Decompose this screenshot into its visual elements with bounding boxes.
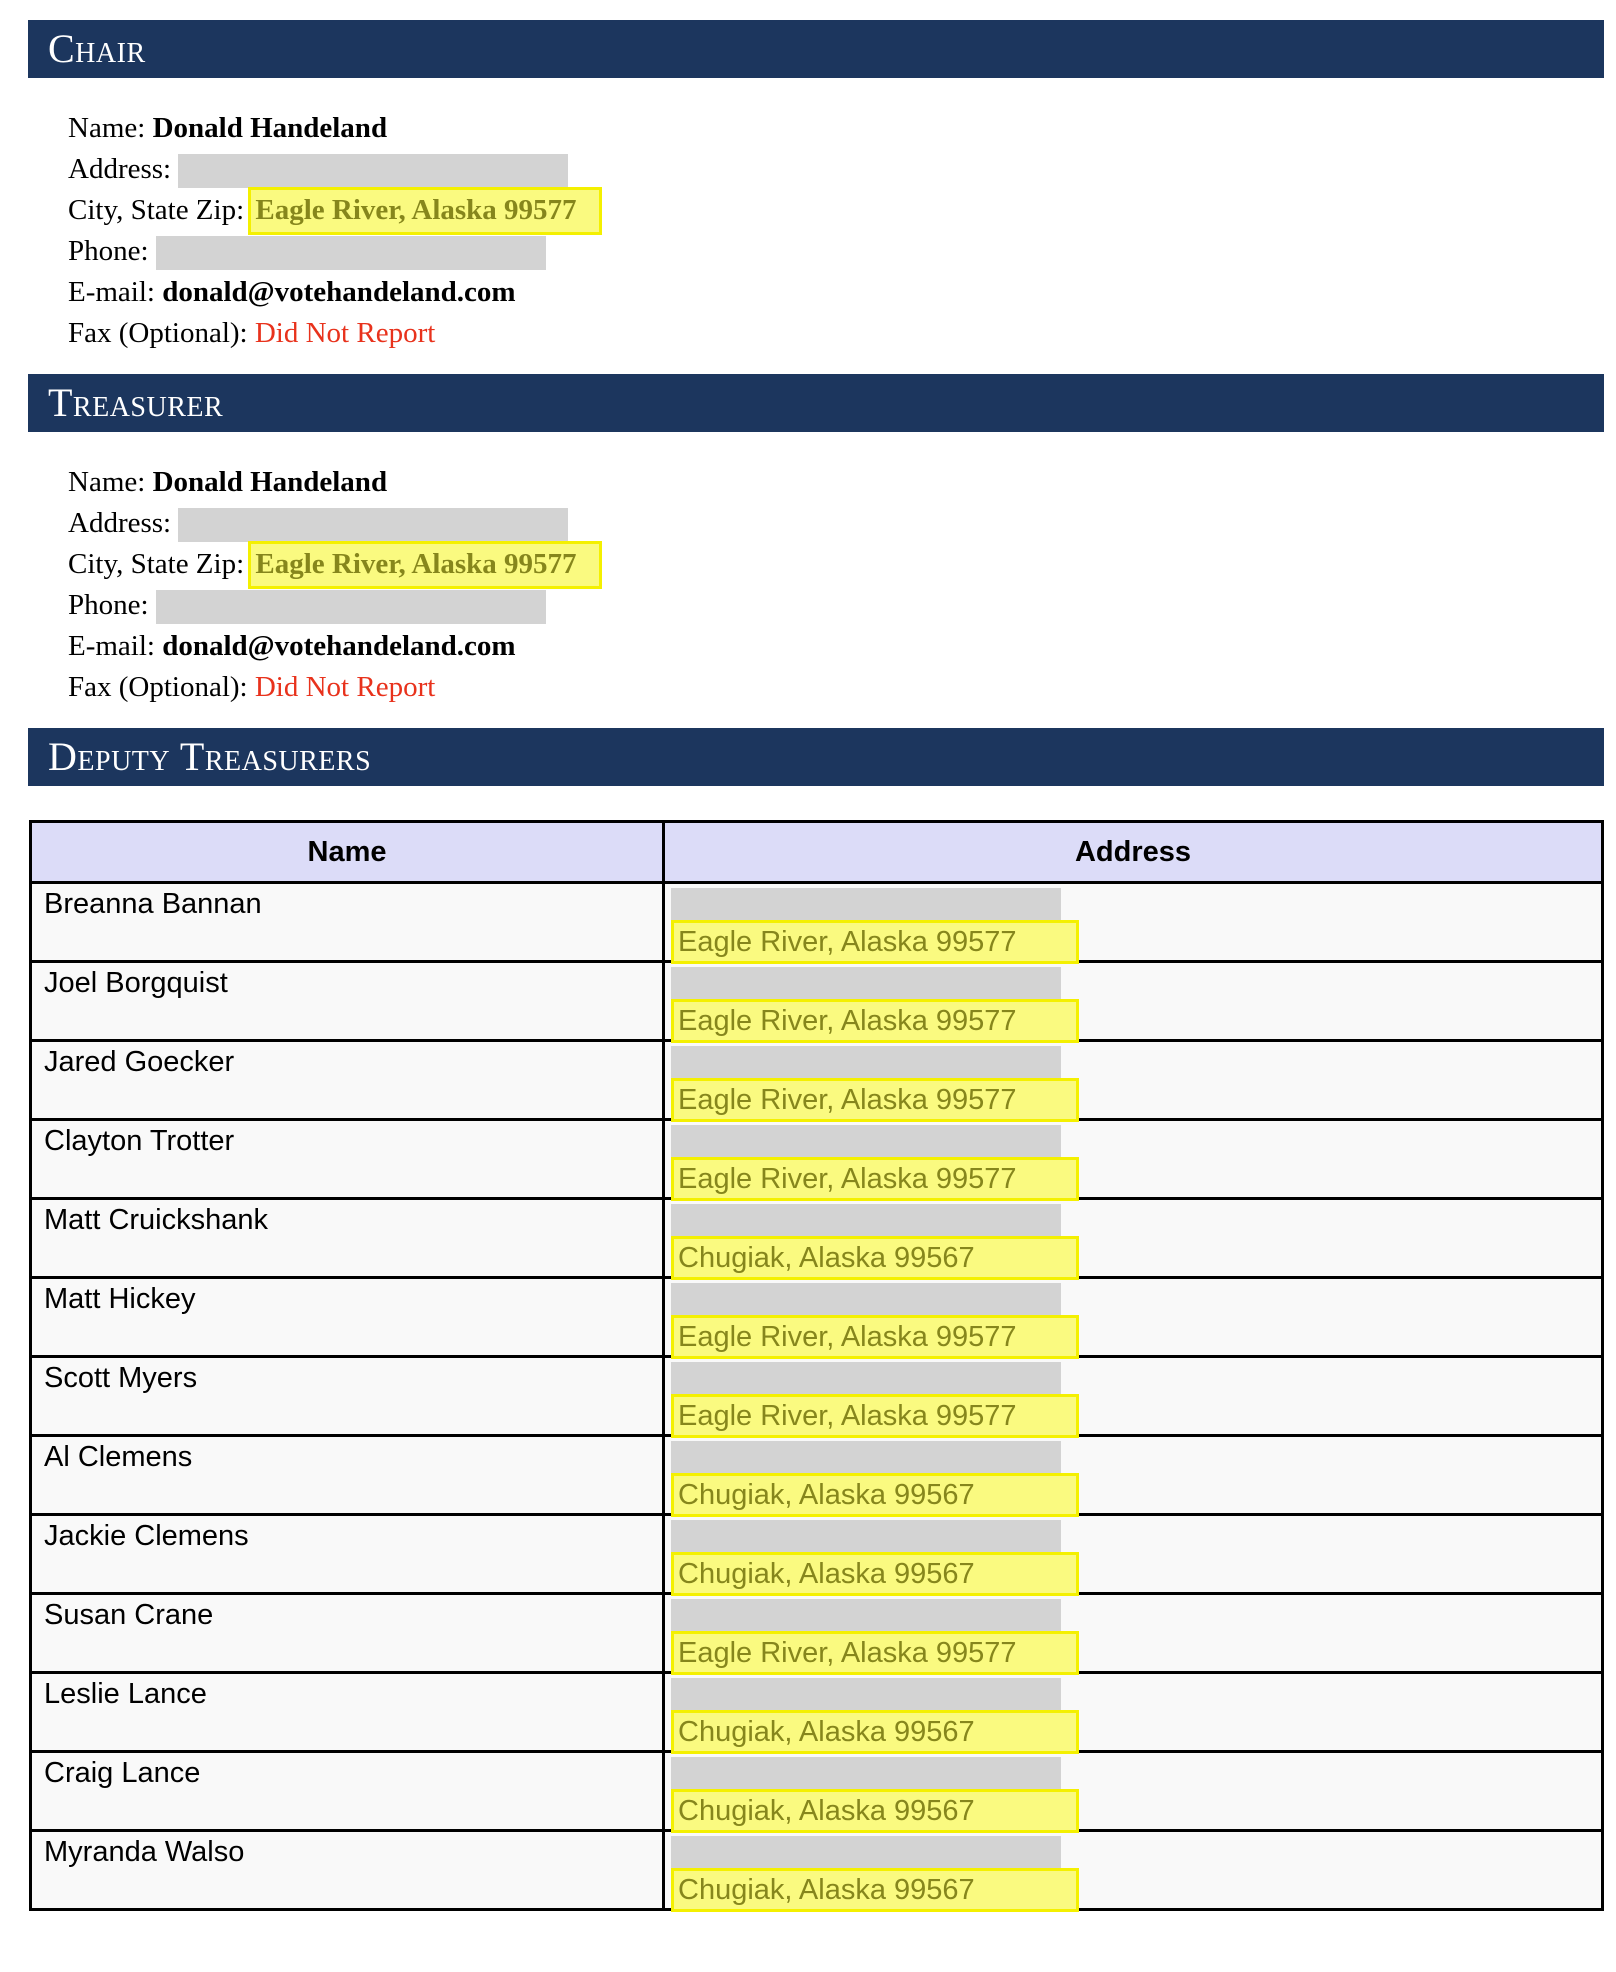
deputy-name: Jared Goecker (31, 1041, 664, 1120)
treasurer-email-label: E-mail: (68, 630, 155, 662)
deputy-city: Eagle River, Alaska 99577 (671, 1394, 1079, 1438)
deputy-city: Eagle River, Alaska 99577 (671, 1631, 1079, 1675)
treasurer-address-label: Address: (68, 507, 172, 539)
treasurer-info (68, 462, 599, 708)
deputy-address-cell (664, 962, 1603, 1041)
chair-name-value: Donald Handeland (152, 112, 388, 144)
chair-phone-redaction (156, 236, 546, 270)
chair-name-row (68, 108, 599, 149)
treasurer-section-header: Treasurer (28, 374, 1604, 432)
deputy-name: Leslie Lance (31, 1673, 664, 1752)
address-redaction (671, 1836, 1061, 1870)
deputy-city: Chugiak, Alaska 99567 (671, 1236, 1079, 1280)
chair-section-header: Chair (28, 20, 1604, 78)
deputy-address-cell (664, 1120, 1603, 1199)
chair-email-label: E-mail: (68, 276, 155, 308)
table-row (31, 962, 1603, 1041)
chair-email-value: donald@votehandeland.com (162, 276, 516, 308)
table-row (31, 1357, 1603, 1436)
deputy-address-cell (664, 1752, 1603, 1831)
deputy-city: Eagle River, Alaska 99577 (671, 1157, 1079, 1201)
deputy-city: Eagle River, Alaska 99577 (671, 999, 1079, 1043)
treasurer-fax-label: Fax (Optional): (68, 671, 248, 703)
treasurer-fax-row (68, 667, 599, 708)
address-redaction (671, 1204, 1061, 1238)
deputy-city: Chugiak, Alaska 99567 (671, 1552, 1079, 1596)
chair-fax-value: Did Not Report (254, 317, 436, 349)
table-row (31, 1831, 1603, 1910)
treasurer-name-label: Name: (68, 466, 146, 498)
treasurer-email-row (68, 626, 599, 667)
deputy-city: Chugiak, Alaska 99567 (671, 1710, 1079, 1754)
deputy-name: Scott Myers (31, 1357, 664, 1436)
chair-fax-row (68, 313, 599, 354)
deputy-address-cell (664, 1041, 1603, 1120)
treasurer-phone-redaction (156, 590, 546, 624)
deputy-address-cell (664, 1357, 1603, 1436)
treasurer-city-row (68, 544, 599, 585)
deputy-city: Chugiak, Alaska 99567 (671, 1868, 1079, 1912)
deputy-name: Craig Lance (31, 1752, 664, 1831)
deputy-name: Clayton Trotter (31, 1120, 664, 1199)
deputy-name: Susan Crane (31, 1594, 664, 1673)
deputy-address-cell (664, 883, 1603, 962)
deputy-city: Eagle River, Alaska 99577 (671, 1315, 1079, 1359)
table-row (31, 1120, 1603, 1199)
deputy-city: Eagle River, Alaska 99577 (671, 920, 1079, 964)
deputy-name: Matt Hickey (31, 1278, 664, 1357)
deputy-city: Chugiak, Alaska 99567 (671, 1789, 1079, 1833)
chair-fax-label: Fax (Optional): (68, 317, 248, 349)
address-redaction (671, 888, 1061, 922)
address-redaction (671, 1362, 1061, 1396)
treasurer-address-redaction (178, 508, 568, 542)
table-row (31, 1041, 1603, 1120)
treasurer-name-value: Donald Handeland (152, 466, 388, 498)
deputy-treasurers-table (29, 820, 1604, 1911)
treasurer-email-value: donald@votehandeland.com (162, 630, 516, 662)
treasurer-city-label: City, State Zip: (68, 548, 245, 580)
address-redaction (671, 967, 1061, 1001)
deputy-address-cell (664, 1673, 1603, 1752)
deputy-address-cell (664, 1515, 1603, 1594)
address-redaction (671, 1283, 1061, 1317)
deputy-name: Jackie Clemens (31, 1515, 664, 1594)
address-redaction (671, 1441, 1061, 1475)
deputy-name: Breanna Bannan (31, 883, 664, 962)
address-redaction (671, 1757, 1061, 1791)
deputy-treasurers-section-header: Deputy Treasurers (28, 728, 1604, 786)
treasurer-address-row (68, 503, 599, 544)
table-row (31, 883, 1603, 962)
deputy-address-cell (664, 1278, 1603, 1357)
address-column-header: Address (664, 822, 1603, 883)
address-redaction (671, 1599, 1061, 1633)
treasurer-phone-row (68, 585, 599, 626)
table-row (31, 1515, 1603, 1594)
table-row (31, 1752, 1603, 1831)
table-row (31, 1436, 1603, 1515)
deputy-address-cell (664, 1199, 1603, 1278)
table-row (31, 1673, 1603, 1752)
chair-phone-row (68, 231, 599, 272)
chair-address-label: Address: (68, 153, 172, 185)
deputy-name: Myranda Walso (31, 1831, 664, 1910)
chair-address-row (68, 149, 599, 190)
deputy-address-cell (664, 1436, 1603, 1515)
chair-phone-label: Phone: (68, 235, 149, 267)
chair-city-label: City, State Zip: (68, 194, 245, 226)
table-row (31, 1594, 1603, 1673)
address-redaction (671, 1520, 1061, 1554)
deputy-address-cell (664, 1831, 1603, 1910)
address-redaction (671, 1678, 1061, 1712)
treasurer-city-value: Eagle River, Alaska 99577 (251, 544, 598, 586)
treasurer-name-row (68, 462, 599, 503)
deputy-city: Eagle River, Alaska 99577 (671, 1078, 1079, 1122)
chair-name-label: Name: (68, 112, 146, 144)
name-column-header: Name (31, 822, 664, 883)
table-row (31, 1199, 1603, 1278)
chair-city-value: Eagle River, Alaska 99577 (251, 190, 598, 232)
table-header-row (31, 822, 1603, 883)
address-redaction (671, 1125, 1061, 1159)
deputy-address-cell (664, 1594, 1603, 1673)
deputy-name: Matt Cruickshank (31, 1199, 664, 1278)
treasurer-fax-value: Did Not Report (254, 671, 436, 703)
treasurer-phone-label: Phone: (68, 589, 149, 621)
deputy-city: Chugiak, Alaska 99567 (671, 1473, 1079, 1517)
deputy-name: Joel Borgquist (31, 962, 664, 1041)
chair-city-row (68, 190, 599, 231)
chair-email-row (68, 272, 599, 313)
chair-info (68, 108, 599, 354)
address-redaction (671, 1046, 1061, 1080)
table-row (31, 1278, 1603, 1357)
chair-address-redaction (178, 154, 568, 188)
deputy-name: Al Clemens (31, 1436, 664, 1515)
